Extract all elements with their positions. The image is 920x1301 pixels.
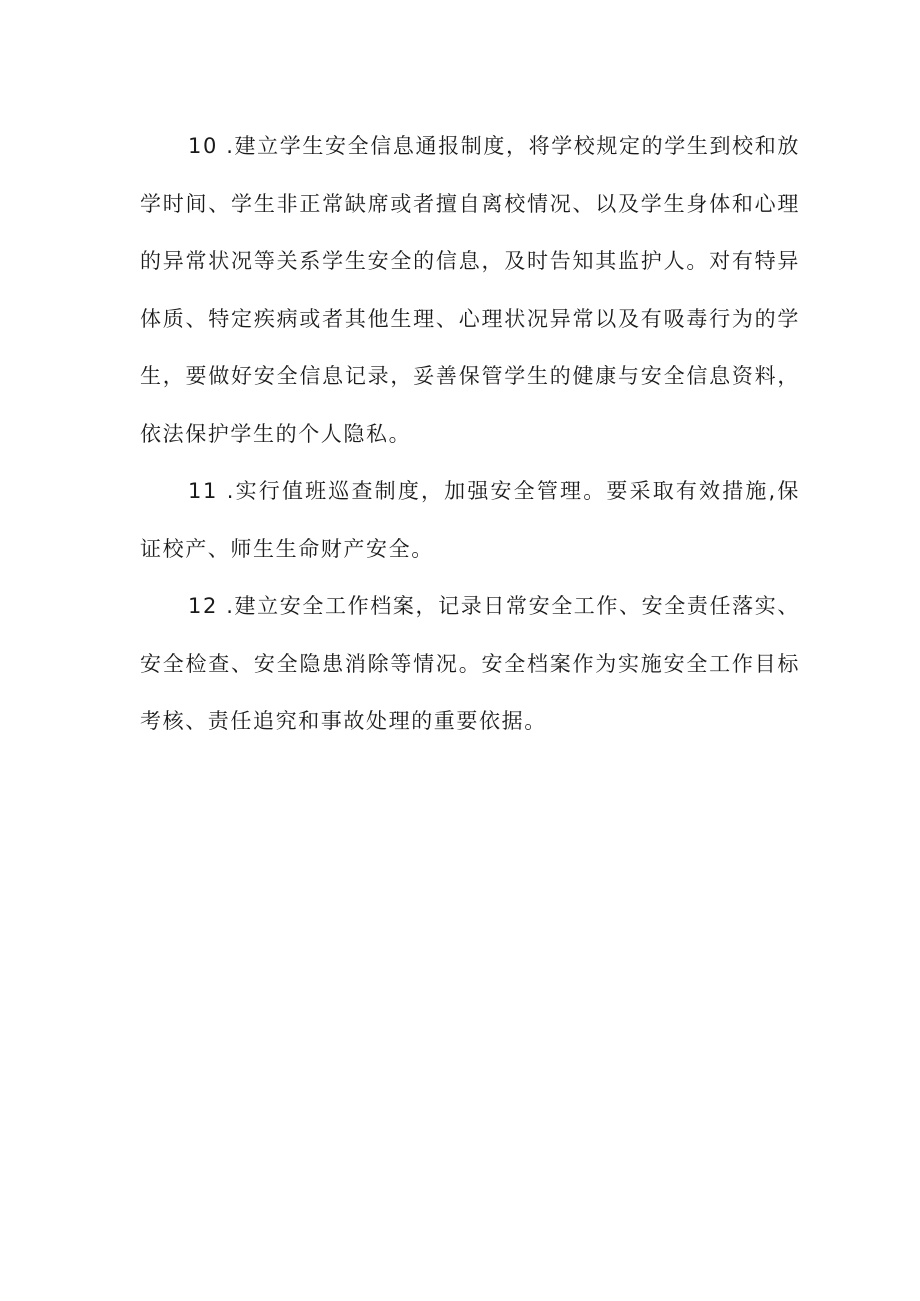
paragraph-text: .建立学生安全信息通报制度，将学校规定的学生到校和放学时间、学生非正常缺席或者擅自离校情况、以及学生身体和心理的异常状况等关系学生安全的信息，及时告知其监护人。对有特异体质、特定疾病或者其他生理、心理状况异常以及有吸毒行为的学生，要做好安全信息记录，妥善保管学生的健康与安全信息资料，依法保护学生的个人隐私。 bbox=[140, 134, 800, 446]
paragraph-number: 10 bbox=[188, 134, 218, 158]
paragraph-11 bbox=[140, 463, 800, 578]
paragraph-10 bbox=[140, 118, 800, 463]
paragraph-text: .建立安全工作档案，记录日常安全工作、安全责任落实、安全检查、安全隐患消除等情况。安全档案作为实施安全工作目标考核、责任追究和事故处理的重要依据。 bbox=[140, 594, 800, 733]
document-body bbox=[140, 118, 800, 751]
paragraph-12 bbox=[140, 578, 800, 751]
paragraph-number: 11 bbox=[188, 479, 218, 503]
paragraph-number: 12 bbox=[188, 594, 218, 618]
paragraph-text: .实行值班巡查制度，加强安全管理。要采取有效措施,保证校产、师生生命财产安全。 bbox=[140, 479, 801, 561]
